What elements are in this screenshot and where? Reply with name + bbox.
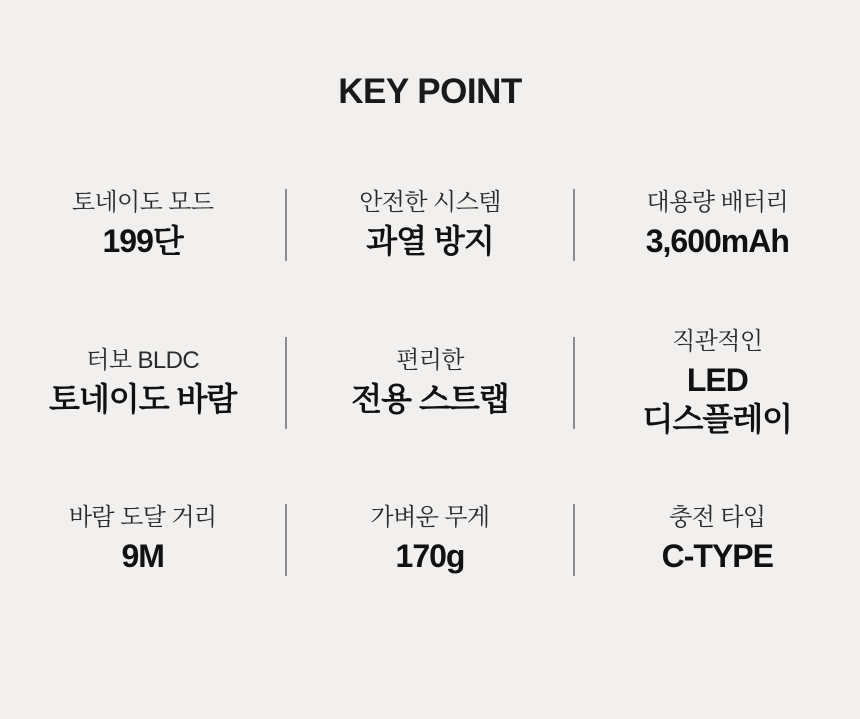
feature-label: 바람 도달 거리 [68,504,217,532]
feature-value: 170g [395,538,465,575]
feature-grid [0,155,860,610]
page-title: KEY POINT [338,72,522,111]
feature-cell [0,295,285,470]
feature-row [0,295,860,470]
feature-label: 터보 BLDC [86,346,200,374]
feature-cell [287,295,572,470]
feature-value: LED 디스플레이 [642,362,793,437]
feature-label: 직관적인 [672,328,763,356]
feature-cell [575,470,860,610]
feature-cell [287,155,572,295]
feature-label: 토네이도 모드 [71,189,214,217]
feature-row [0,470,860,610]
feature-value: 9M [121,538,164,575]
feature-label: 가벼운 무게 [370,504,490,532]
feature-cell [0,470,285,610]
feature-value: 과열 방지 [366,223,494,260]
feature-label: 편리한 [396,346,464,374]
feature-value: C-TYPE [661,538,773,575]
feature-value: 전용 스트랩 [351,380,509,417]
feature-row [0,155,860,295]
feature-value: 토네이도 바람 [48,380,237,417]
feature-value: 199단 [102,223,183,260]
feature-value: 3,600mAh [645,223,789,260]
feature-cell [575,295,860,470]
feature-label: 안전한 시스템 [359,189,501,217]
feature-cell [287,470,572,610]
feature-label: 대용량 배터리 [646,189,789,217]
feature-cell [0,155,285,295]
feature-cell [575,155,860,295]
feature-label: 충전 타입 [669,504,766,532]
